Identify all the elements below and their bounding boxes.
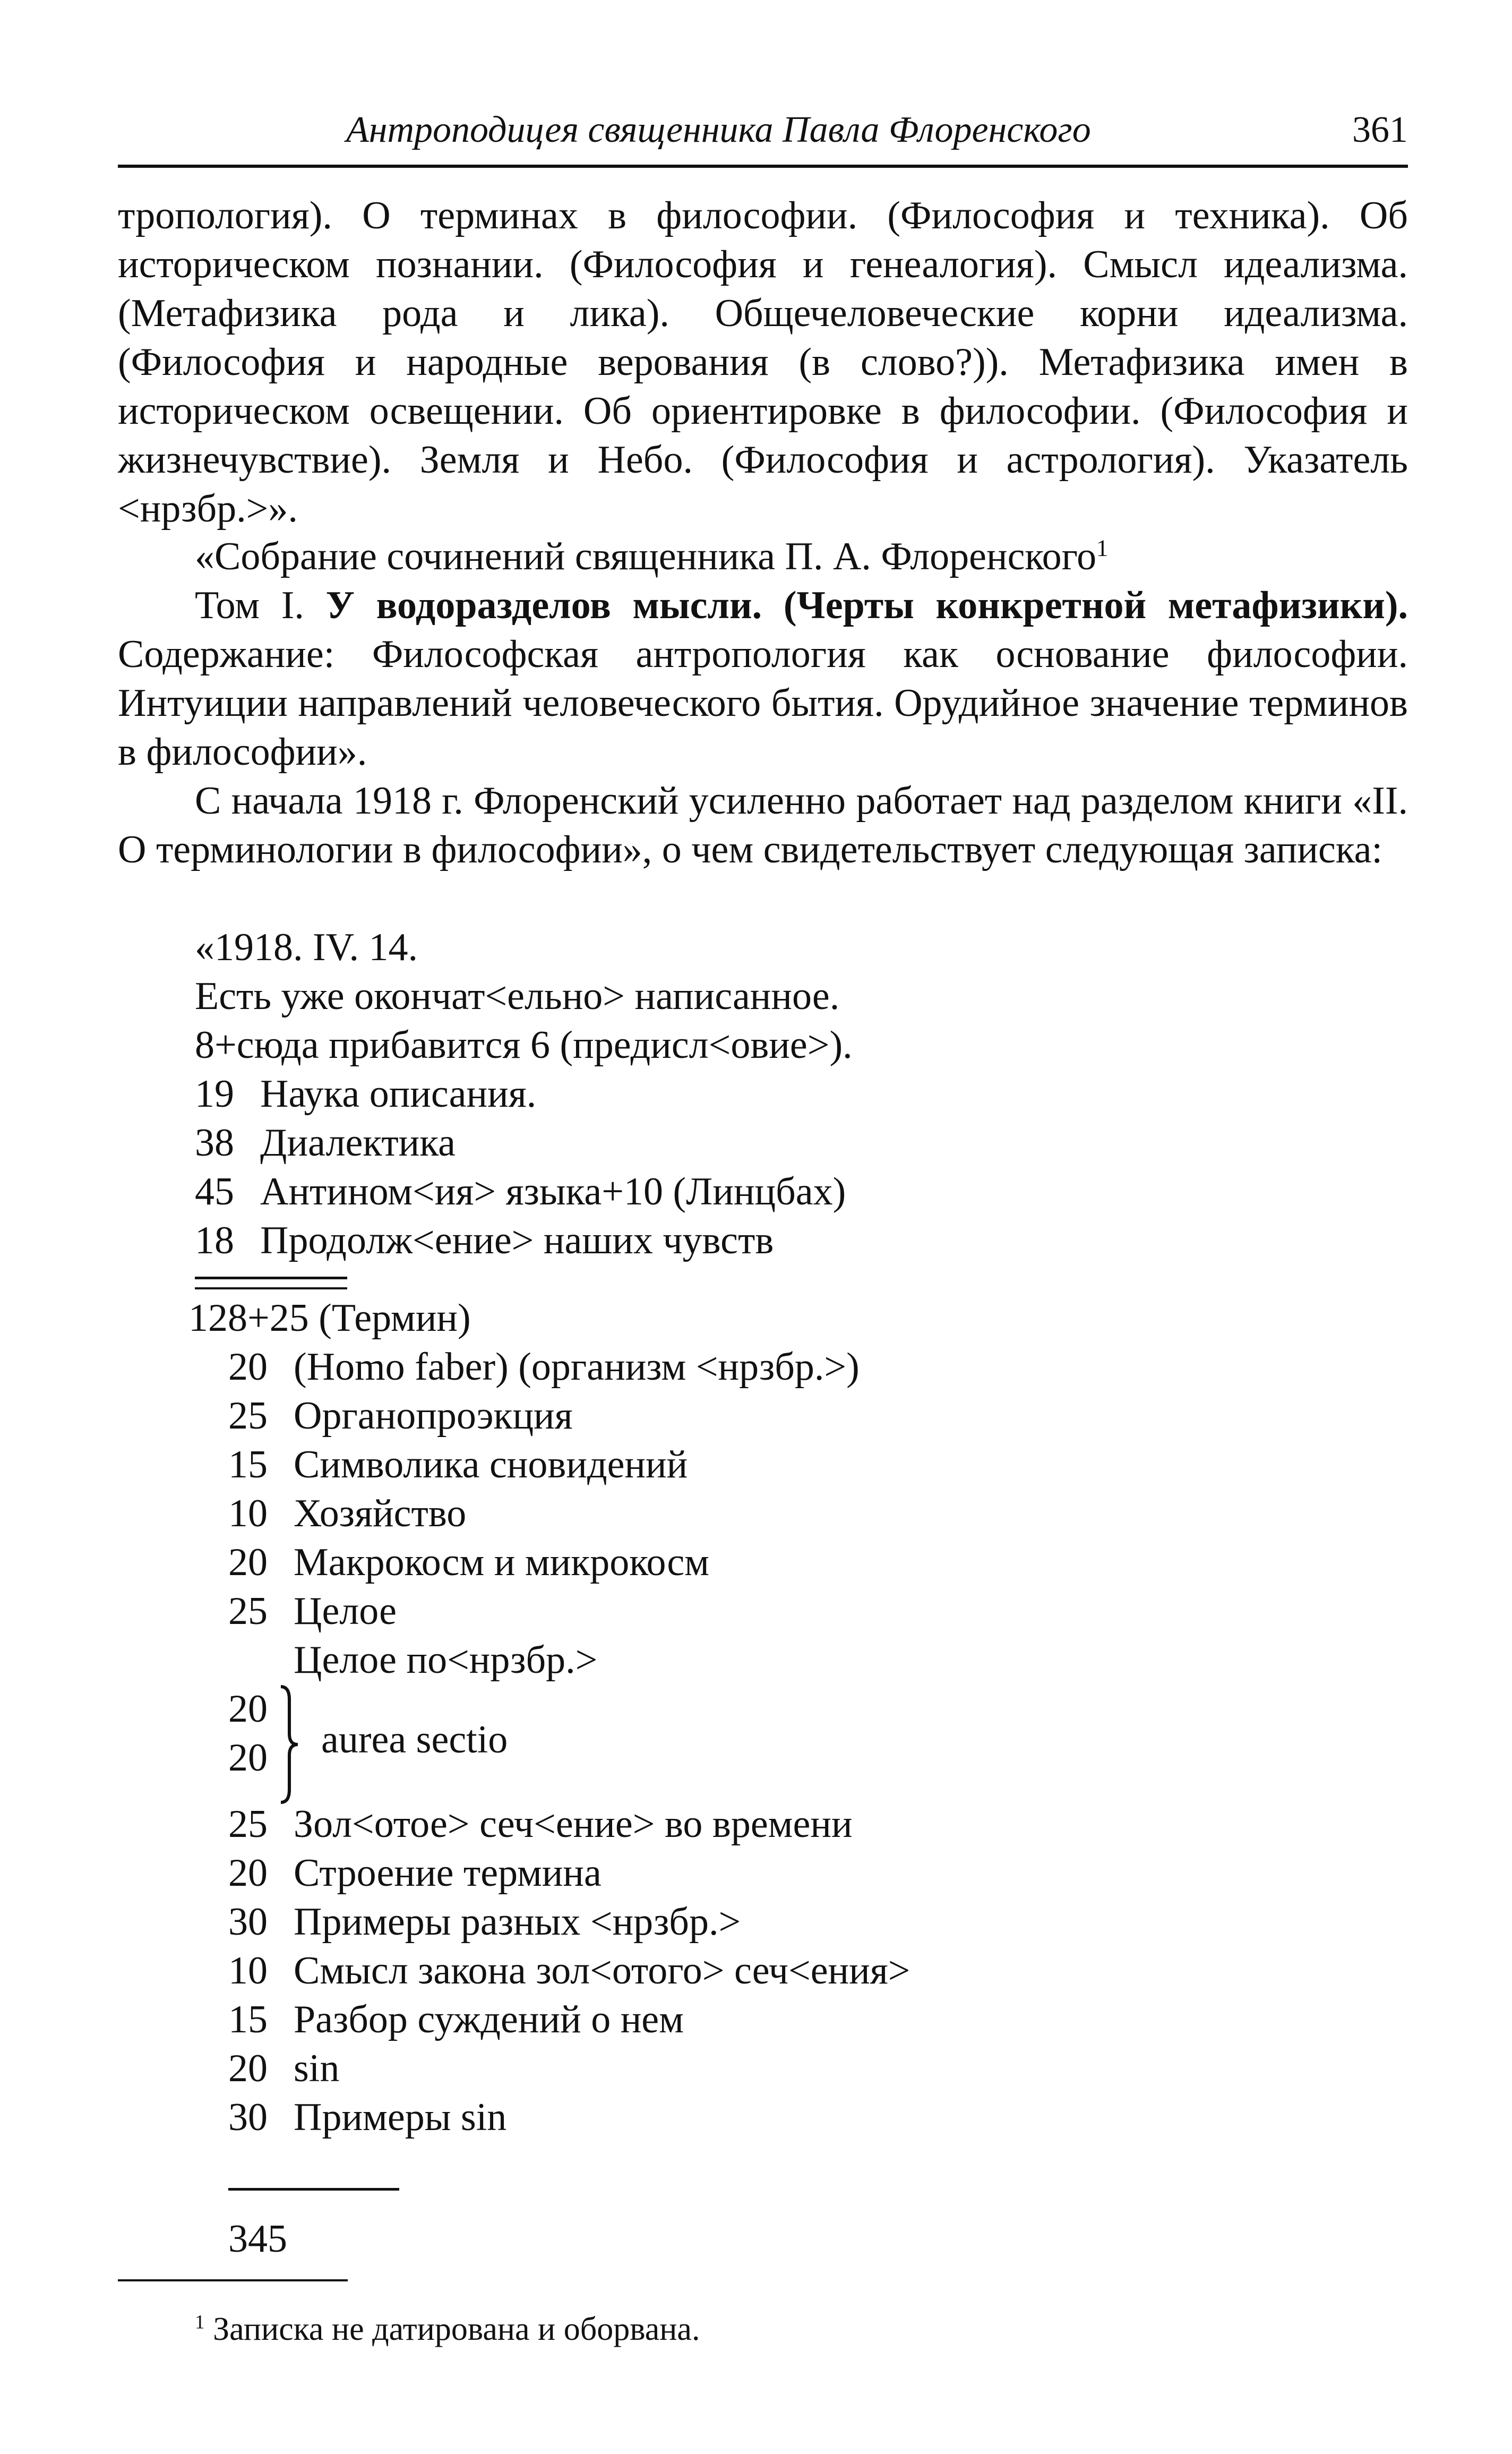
note-line xyxy=(195,1021,853,1070)
paragraph-collected-works xyxy=(118,532,1408,581)
sum-rule-lower xyxy=(195,1287,347,1289)
note-line-number: 18 xyxy=(195,1219,234,1262)
note-line-text: Примеры разных <нрзбр.> xyxy=(294,1900,741,1944)
note-line xyxy=(228,1897,741,1946)
paragraph-terminology-work: С начала 1918 г. Флоренский усиленно работает над разделом книги «II. О терминологии в философии», о чем свидетельствует следующая записка: xyxy=(118,779,1408,871)
paragraph-contents-continued: тропология). О терминах в философии. (Философия и техника). Об историческом познании. (Философия и генеалогия). Смысл идеализма. (Метафизика рода и лика). Общечеловеческие корни идеализма. (Философия и народные верования (в слово?)). Метафизика имен в историческом освещении. Об ориентировке в философии. (Философия и жизнечувствие). Земля и Небо. (Философия и астрология). Указатель <нрзбр.>». xyxy=(118,194,1408,531)
note-line-text: Смысл закона зол<отого> сеч<ения> xyxy=(294,1949,910,1993)
note-line-number: 30 xyxy=(228,1900,268,1944)
volume-title: У водоразделов мысли. (Черты конкретной метафизики). xyxy=(325,584,1408,627)
note-line-number: 8 xyxy=(195,1023,214,1067)
note-line xyxy=(228,1391,573,1440)
note-line-text: Макрокосм и микрокосм xyxy=(294,1541,709,1584)
note-line-text: Наука описания. xyxy=(260,1072,537,1116)
note-line-number: 20 xyxy=(228,1851,268,1895)
volume-contents: Содержание: Философская антропология как основание философии. Интуиции направлений человеческого бытия. Орудийное значение терминов в философии». xyxy=(118,632,1408,774)
note-line xyxy=(228,1995,684,2044)
footnote-mark: 1 xyxy=(195,2311,205,2333)
note-line-text: (Homo faber) (организм <нрзбр.>) xyxy=(294,1345,860,1389)
footnote xyxy=(118,2305,1408,2354)
note-line-number: 45 xyxy=(195,1170,234,1213)
note-line xyxy=(195,1118,456,1167)
header-rule xyxy=(118,165,1408,168)
footnote-reference: 1 xyxy=(1096,534,1109,561)
note-line-text: Целое по<нрзбр.> xyxy=(294,1638,598,1682)
note-line-number: 25 xyxy=(228,1394,268,1438)
note-line-text: Продолж<ение> наших чувств xyxy=(260,1219,774,1262)
note-line xyxy=(228,1587,397,1636)
running-header-title: Антроподицея священника Павла Флоренского xyxy=(346,109,1091,150)
note-line-text: +сюда прибавится 6 (предисл<овие>). xyxy=(214,1023,853,1067)
note-line xyxy=(228,1636,597,1685)
note-line xyxy=(195,1070,536,1118)
note-line-number: 25 xyxy=(228,1589,268,1633)
note-subtotal: 128+25 (Термин) xyxy=(188,1296,471,1340)
note-line-text: Примеры sin xyxy=(294,2096,507,2139)
note-line-number: 38 xyxy=(195,1121,234,1165)
note-line-text: Целое xyxy=(294,1589,397,1633)
note-line-text: Разбор суждений о нем xyxy=(294,1998,684,2041)
note-line-text: Строение термина xyxy=(294,1851,602,1895)
paragraph-collected-works-text: «Собрание сочинений священника П. А. Флоренского xyxy=(195,535,1097,578)
note-line xyxy=(228,1800,853,1849)
note-line xyxy=(195,1216,774,1265)
note-line xyxy=(228,1343,860,1391)
note-line-number: 19 xyxy=(195,1072,234,1116)
note-line-number: 15 xyxy=(228,1998,268,2041)
page-number: 361 xyxy=(1352,109,1408,150)
braced-number: 20 xyxy=(228,1687,268,1731)
note-line-number: 10 xyxy=(228,1949,268,1993)
braced-text: aurea sectio xyxy=(321,1718,508,1762)
note-line-number: 20 xyxy=(228,1345,268,1389)
note-line xyxy=(195,1167,846,1216)
note-date: «1918. IV. 14. xyxy=(195,926,418,969)
braced-number: 20 xyxy=(228,1736,268,1780)
sum-rule xyxy=(195,1277,347,1279)
note-line xyxy=(228,2093,506,2142)
footnote-rule xyxy=(118,2279,348,2281)
note-line-text: Антином<ия> языка+10 (Линцбах) xyxy=(260,1170,846,1213)
curly-brace xyxy=(279,1683,300,1806)
note-line xyxy=(228,1440,688,1489)
note-line xyxy=(228,1538,709,1587)
note-line xyxy=(228,1849,602,1897)
note-line-text: Символика сновидений xyxy=(294,1443,688,1486)
note-line-number: 30 xyxy=(228,2096,268,2139)
note-line-text: Диалектика xyxy=(260,1121,456,1165)
note-line-text: Хозяйство xyxy=(294,1492,467,1535)
note-line-text: Органопроэкция xyxy=(294,1394,573,1438)
note-line-number: 25 xyxy=(228,1802,268,1846)
paragraph-volume-one xyxy=(118,581,1408,776)
total-rule xyxy=(228,2188,399,2191)
footnote-text: Записка не датирована и оборвана. xyxy=(213,2311,700,2347)
note-line xyxy=(228,2044,339,2093)
running-header xyxy=(118,104,1408,157)
volume-label: Том I. xyxy=(195,584,326,627)
note-line-number: 10 xyxy=(228,1492,268,1535)
note-line-number: 15 xyxy=(228,1443,268,1486)
note-written-line: Есть уже окончат<ельно> написанное. xyxy=(195,974,840,1018)
note-line-number: 20 xyxy=(228,2047,268,2090)
note-line xyxy=(228,1489,466,1538)
note-line-text: Зол<отое> сеч<ение> во времени xyxy=(294,1802,853,1846)
note-line-text: sin xyxy=(294,2047,340,2090)
note-line-number: 20 xyxy=(228,1541,268,1584)
note-line xyxy=(228,1946,910,1995)
note-total: 345 xyxy=(228,2217,287,2261)
